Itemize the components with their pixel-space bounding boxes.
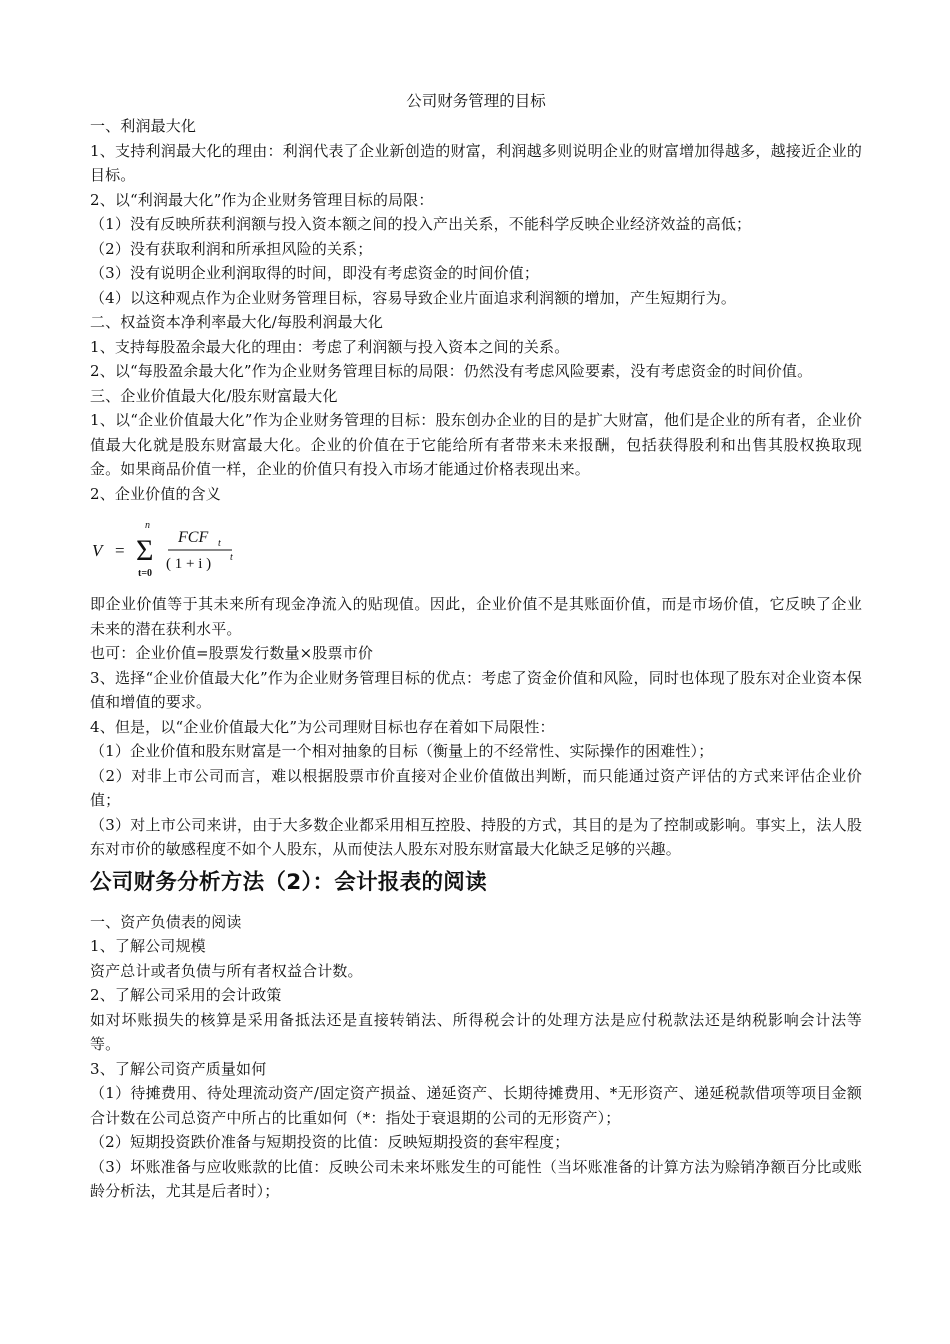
- formula-denominator: ( 1 + i ): [166, 556, 212, 572]
- paragraph: 1、了解公司规模: [90, 937, 206, 955]
- list-item: （4）以这种观点作为企业财务管理目标，容易导致企业片面追求利润额的增加，产生短期行为。: [90, 288, 736, 307]
- paragraph: 2、以“利润最大化”作为企业财务管理目标的局限：: [90, 190, 434, 209]
- paragraph: 1、以“企业价值最大化”作为企业财务管理的目标：股东创办企业的目的是扩大财富，他们是企业的所有者，企业价值最大化就是股东财富最大化。企业的价值在于它能给所有者带来未来报酬，包括获得股利和出售其股权换取现金。如果商品价值一样，企业的价值只有投入市场才能通过价格表现出来。: [90, 411, 862, 478]
- list-item: （1）待摊费用、待处理流动资产/固定资产损益、递延资产、长期待摊费用、*无形资产、递延税款借项等项目金额合计数在公司总资产中所占的比重如何（*：指处于衰退期的公司的无形资产）；: [90, 1084, 862, 1127]
- paragraph: 3、选择“企业价值最大化”作为企业财务管理目标的优点：考虑了资金价值和风险，同时也体现了股东对企业资本保值和增值的要求。: [90, 668, 862, 711]
- list-item: （2）没有获取利润和所承担风险的关系；: [90, 239, 373, 258]
- section-heading: 三、企业价值最大化/股东财富最大化: [90, 386, 338, 405]
- formula-equals: =: [115, 541, 125, 560]
- formula-numerator: FCF: [178, 529, 209, 546]
- list-item: （2）对非上市公司而言，难以根据股票市价直接对企业价值做出判断，而只能通过资产评估的方式来评估企业价值；: [90, 766, 862, 809]
- doc-title: 公司财务管理的目标: [406, 92, 546, 110]
- paragraph: 2、企业价值的含义: [90, 484, 221, 503]
- paragraph: 2、了解公司采用的会计政策: [90, 986, 282, 1004]
- denominator-exponent: t: [230, 552, 233, 563]
- list-item: （3）没有说明企业利润取得的时间，即没有考虑资金的时间价值；: [90, 264, 540, 282]
- paragraph: 3、了解公司资产质量如何: [90, 1059, 267, 1078]
- numerator-subscript: t: [218, 538, 221, 549]
- list-item: （1）没有反映所获利润额与投入资本额之间的投入产出关系，不能科学反映企业经济效益的高低；: [90, 215, 752, 233]
- section-heading: 二、权益资本净利率最大化/每股利润最大化: [90, 313, 384, 331]
- section-heading: 一、资产负债表的阅读: [90, 912, 242, 931]
- paragraph: 即企业价值等于其未来所有现金净流入的贴现值。因此，企业价值不是其账面价值，而是市场价值，它反映了企业未来的潜在获利水平。: [90, 595, 862, 638]
- list-item: （3）坏账准备与应收账款的比值：反映公司未来坏账发生的可能性（当坏账准备的计算方法为赊销净额百分比或账龄分析法，尤其是后者时）；: [90, 1157, 862, 1200]
- sum-upper-limit: n: [145, 520, 150, 531]
- list-item: （2）短期投资跌价准备与短期投资的比值：反映短期投资的套牢程度；: [90, 1133, 570, 1151]
- paragraph: 1、支持利润最大化的理由：利润代表了企业新创造的财富，利润越多则说明企业的财富增加得越多，越接近企业的目标。: [90, 141, 862, 184]
- document-page: [90, 88, 862, 1204]
- paragraph: 资产总计或者负债与所有者权益合计数。: [90, 961, 363, 980]
- enterprise-value-formula: [90, 506, 862, 592]
- formula-graphic: [90, 516, 260, 586]
- paragraph: 也可：企业价值=股票发行数量×股票市价: [90, 644, 373, 662]
- paragraph: 如对坏账损失的核算是采用备抵法还是直接转销法、所得税会计的处理方法是应付税款法还是纳税影响会计法等等。: [90, 1010, 862, 1053]
- formula-lhs: V: [92, 541, 103, 560]
- sigma-symbol: Σ: [136, 534, 154, 567]
- paragraph: 4、但是，以“企业价值最大化”为公司理财目标也存在着如下局限性：: [90, 717, 555, 736]
- section-heading: 一、利润最大化: [90, 117, 197, 135]
- second-article-title: 公司财务分析方法（2）：会计报表的阅读: [90, 869, 487, 895]
- sum-lower-limit: t=0: [138, 568, 153, 579]
- list-item: （3）对上市公司来讲，由于大多数企业都采用相互控股、持股的方式，其目的是为了控制或影响。事实上，法人股东对市价的敏感程度不如个人股东，从而使法人股东对股东财富最大化缺乏足够的兴趣。: [90, 815, 862, 858]
- paragraph: 1、支持每股盈余最大化的理由：考虑了利润额与投入资本之间的关系。: [90, 337, 570, 356]
- list-item: （1）企业价值和股东财富是一个相对抽象的目标（衡量上的不经常性、实际操作的困难性）；: [90, 742, 714, 760]
- paragraph: 2、以“每股盈余最大化”作为企业财务管理目标的局限：仍然没有考虑风险要素，没有考虑资金的时间价值。: [90, 362, 813, 380]
